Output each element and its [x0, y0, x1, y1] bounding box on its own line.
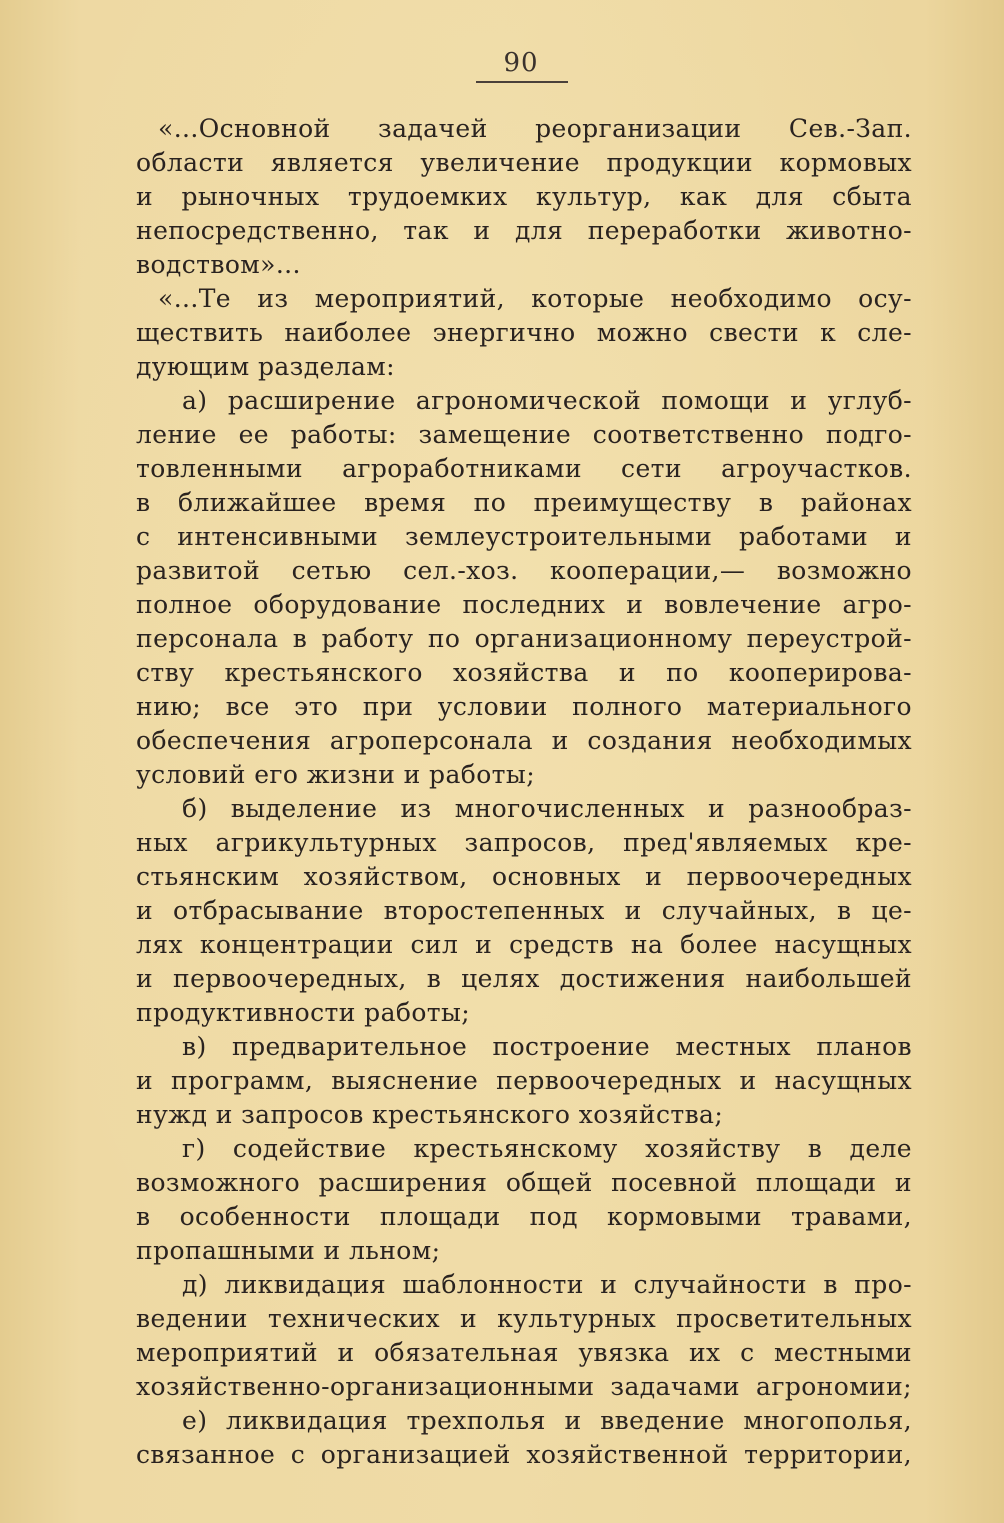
- text-line: стьянским хозяйством, основных и первоочередных: [136, 862, 912, 891]
- text-line: развитой сетью сел.-хоз. кооперации,— возможно: [136, 556, 912, 585]
- text-line: нию; все это при условии полного материального: [136, 692, 912, 721]
- text-line: дующим разделам:: [136, 352, 395, 381]
- text-line: продуктивности работы;: [136, 998, 471, 1027]
- text-line: а) расширение агрономической помощи и углуб-: [182, 386, 912, 415]
- text-line: связанное с организацией хозяйственной территории,: [136, 1440, 912, 1469]
- text-line: в ближайшее время по преимуществу в районах: [136, 488, 912, 517]
- text-line: и программ, выяснение первоочередных и насущных: [136, 1066, 912, 1095]
- page-number-rule: [476, 81, 568, 83]
- text-line: г) содействие крестьянскому хозяйству в деле: [182, 1134, 912, 1163]
- text-line: «...Те из мероприятий, которые необходимо осу-: [158, 284, 912, 313]
- text-line: и рыночных трудоемких культур, как для сбыта: [136, 182, 912, 211]
- text-line: с интенсивными землеустроительными работами и: [136, 522, 912, 551]
- text-line: персонала в работу по организационному переустрой-: [136, 624, 912, 653]
- text-line: водством»...: [136, 250, 301, 279]
- text-line: ству крестьянского хозяйства и по кооперирова-: [136, 658, 912, 687]
- text-line: лях концентрации сил и средств на более насущных: [136, 930, 912, 959]
- text-line: ведении технических и культурных просветительных: [136, 1304, 912, 1333]
- text-line: д) ликвидация шаблонности и случайности в про-: [182, 1270, 912, 1299]
- text-line: условий его жизни и работы;: [136, 760, 536, 789]
- text-line: пропашными и льном;: [136, 1236, 441, 1265]
- text-line: мероприятий и обязательная увязка их с местными: [136, 1338, 912, 1367]
- text-line: области является увеличение продукции кормовых: [136, 148, 912, 177]
- text-line: хозяйственно-организационными задачами агрономии;: [136, 1372, 912, 1401]
- page-number: 90: [503, 48, 539, 78]
- text-line: возможного расширения общей посевной площади и: [136, 1168, 912, 1197]
- text-line: ществить наиболее энергично можно свести к сле-: [136, 318, 912, 347]
- text-line: е) ликвидация трехполья и введение многополья,: [182, 1406, 912, 1435]
- body-text: [136, 112, 912, 1472]
- text-line: товленными агроработниками сети агроучастков.: [136, 454, 912, 483]
- text-line: в особенности площади под кормовыми травами,: [136, 1202, 912, 1231]
- text-line: обеспечения агроперсонала и создания необходимых: [136, 726, 912, 755]
- text-line: ных агрикультурных запросов, пред'являемых кре-: [136, 828, 912, 857]
- text-line: в) предварительное построение местных планов: [182, 1032, 912, 1061]
- text-line: и первоочередных, в целях достижения наибольшей: [136, 964, 912, 993]
- text-line: нужд и запросов крестьянского хозяйства;: [136, 1100, 724, 1129]
- text-line: непосредственно, так и для переработки животно-: [136, 216, 912, 245]
- text-line: б) выделение из многочисленных и разнообраз-: [182, 794, 912, 823]
- text-line: полное оборудование последних и вовлечение агро-: [136, 590, 912, 619]
- text-line: и отбрасывание второстепенных и случайных, в це-: [136, 896, 912, 925]
- text-line: «...Основной задачей реорганизации Сев.-Зап.: [158, 114, 912, 143]
- text-line: ление ее работы: замещение соответственно подго-: [136, 420, 912, 449]
